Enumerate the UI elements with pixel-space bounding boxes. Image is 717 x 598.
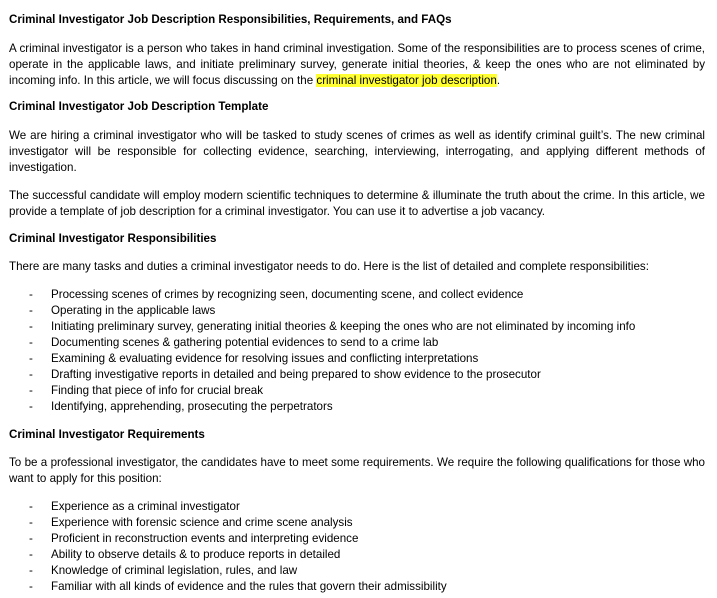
list-item: - Drafting investigative reports in detailed and being prepared to show evidence to the prosecutor [29, 368, 541, 381]
bullet-dash: - [29, 580, 33, 593]
intro-end: . [496, 74, 501, 87]
list-item: - Documenting scenes & gathering potential evidences to send to a crime lab [29, 336, 439, 349]
responsibilities-list [9, 287, 705, 415]
template-paragraph-2: The successful candidate will employ modern scientific techniques to determine & illuminate the truth about the crime. In this article, we provide a template of job description for a criminal investigator. You can use it to advertise a job vacancy. [9, 189, 705, 218]
requirements-list [9, 499, 705, 595]
bullet-dash: - [29, 400, 33, 413]
intro-paragraph [9, 41, 705, 89]
responsibilities-intro: There are many tasks and duties a criminal investigator needs to do. Here is the list of detailed and complete responsibilities: [9, 260, 649, 273]
list-item: - Experience as a criminal investigator [29, 500, 240, 513]
responsibilities-heading: Criminal Investigator Responsibilities [9, 232, 217, 245]
list-item: - Proficient in reconstruction events and interpreting evidence [29, 532, 359, 545]
bullet-dash: - [29, 352, 33, 365]
bullet-dash: - [29, 564, 33, 577]
highlighted-phrase: criminal investigator job description [316, 74, 497, 87]
bullet-dash: - [29, 516, 33, 529]
bullet-dash: - [29, 500, 33, 513]
list-item: - Processing scenes of crimes by recognizing seen, documenting scene, and collect evidence [29, 288, 524, 301]
list-item: - Finding that piece of info for crucial break [29, 384, 264, 397]
list-item: - Familiar with all kinds of evidence and the rules that govern their admissibility [29, 580, 447, 593]
bullet-dash: - [29, 320, 33, 333]
template-heading: Criminal Investigator Job Description Template [9, 100, 269, 113]
bullet-dash: - [29, 548, 33, 561]
bullet-dash: - [29, 336, 33, 349]
list-item: - Operating in the applicable laws [29, 304, 216, 317]
list-item: - Identifying, apprehending, prosecuting the perpetrators [29, 400, 333, 413]
requirements-heading: Criminal Investigator Requirements [9, 428, 205, 441]
list-item: - Initiating preliminary survey, generating initial theories & keeping the ones who are not eliminated by incoming info [29, 320, 636, 333]
list-item: - Examining & evaluating evidence for resolving issues and conflicting interpretations [29, 352, 479, 365]
template-paragraph-1: We are hiring a criminal investigator who will be tasked to study scenes of crimes as well as identify criminal guilt’s. The new criminal investigator will be responsible for collecting evidence, searching, interviewing, interrogating, and applying different methods of investigation. [9, 129, 705, 174]
document-title: Criminal Investigator Job Description Responsibilities, Requirements, and FAQs [9, 13, 452, 26]
bullet-dash: - [29, 384, 33, 397]
bullet-dash: - [29, 532, 33, 545]
list-item: - Knowledge of criminal legislation, rules, and law [29, 564, 298, 577]
bullet-dash: - [29, 288, 33, 301]
intro-text: A criminal investigator is a person who takes in hand criminal investigation. Some of the responsibilities are to process scenes of crime, operate in the applicable laws, and initiate preliminary survey, generate initial theories, & keep the ones who are not eliminated by incoming info. In this article, we will focus discussing on the [9, 42, 705, 87]
requirements-intro: To be a professional investigator, the candidates have to meet some requirements. We require the following qualifications for those who want to apply for this position: [9, 456, 705, 485]
bullet-dash: - [29, 368, 33, 381]
list-item: - Ability to observe details & to produce reports in detailed [29, 548, 341, 561]
list-item: - Experience with forensic science and crime scene analysis [29, 516, 353, 529]
bullet-dash: - [29, 304, 33, 317]
